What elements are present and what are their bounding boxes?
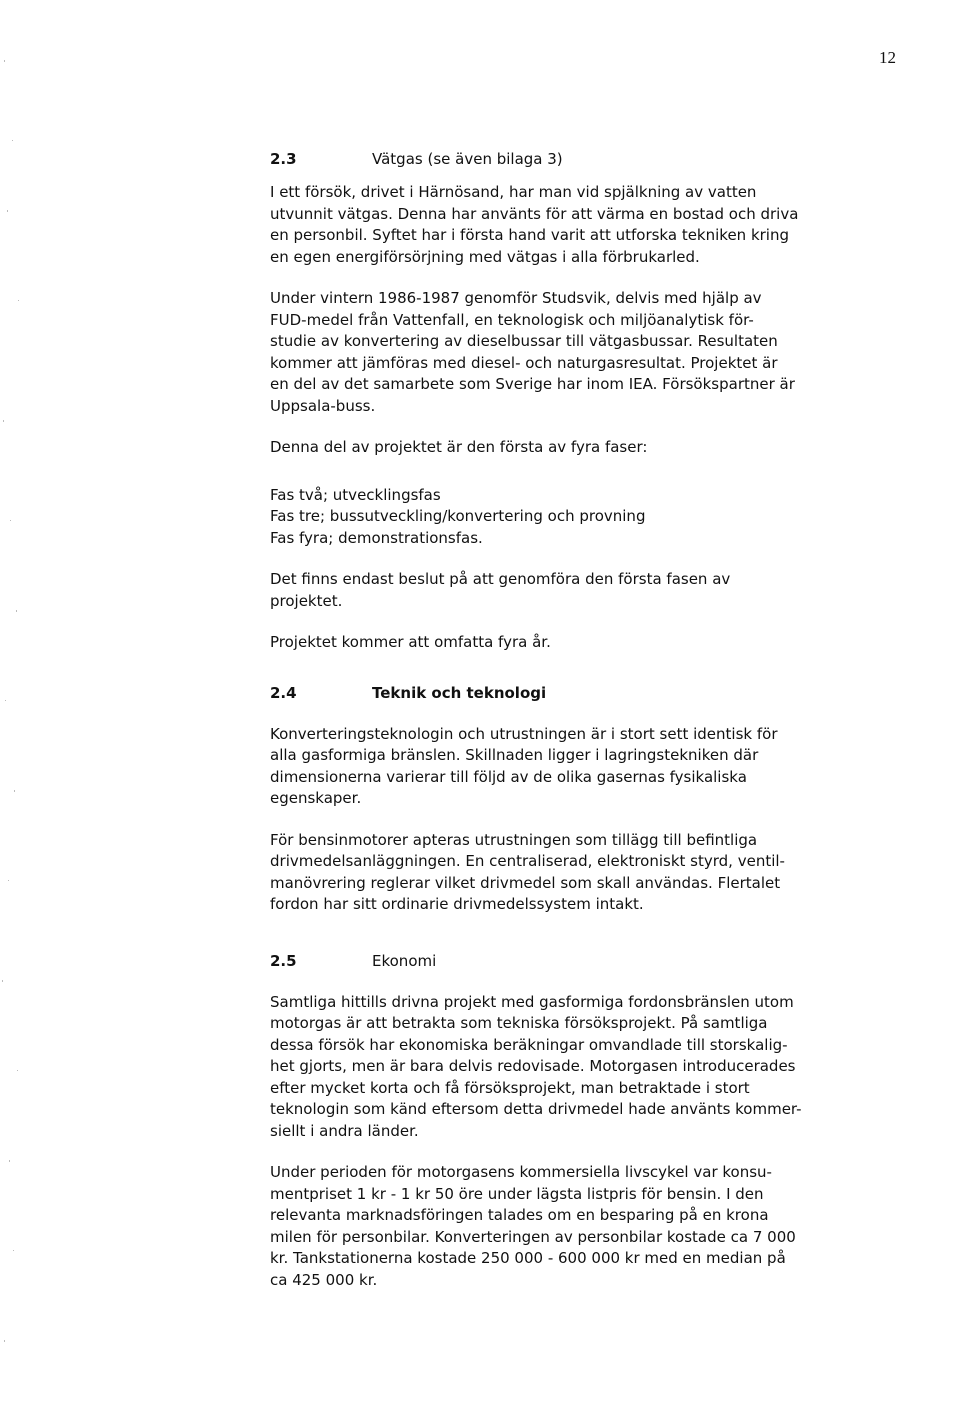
section-number: 2.4 — [270, 683, 297, 702]
section-number: 2.5 — [270, 951, 297, 970]
document-body — [270, 148, 902, 1291]
section-title-note: (se även bilaga 3) — [427, 150, 563, 168]
section-title-text: Vätgas — [372, 150, 423, 168]
section-heading-2-5 — [270, 950, 902, 972]
scan-edge-noise — [0, 0, 30, 1413]
section-heading-2-4 — [270, 682, 902, 704]
paragraph: Denna del av projektet är den första av fyra faser: — [270, 438, 648, 456]
page-number: 12 — [879, 48, 896, 67]
section-title: Teknik och teknologi — [372, 683, 547, 702]
list-item: Fas fyra; demonstrationsfas. — [270, 528, 483, 547]
phase-list — [270, 485, 902, 550]
paragraph: Under vintern 1986-1987 genomför Studsvik, delvis med hjälp av FUD-medel från Vattenfall, en teknologisk och miljöanalytisk för- studie av konvertering av dieselbussar till vätgasbussar. Resultaten kommer att jämföras med diesel- och naturgasresultat. Projektet är en del av det samarbete som Sverige har inom IEA. Försökspartner är Uppsala-buss. — [270, 289, 795, 415]
section-title: Ekonomi — [372, 951, 437, 970]
section-title — [372, 148, 563, 170]
list-item: Fas tre; bussutveckling/konvertering och provning — [270, 507, 646, 525]
paragraph: Samtliga hittills drivna projekt med gasformiga fordonsbränslen utom motorgas är att betrakta som tekniska försöksprojekt. På samtliga dessa försök har ekonomiska beräkningar omvandlade till storskalig- het gjorts, men är bara delvis redovisade. Motorgasen introducerades efter mycket korta och få försöksprojekt, man betraktade i stort teknologin som känd eftersom detta drivmedel hade använts kommer- siellt i andra länder. — [270, 992, 802, 1140]
paragraph: I ett försök, drivet i Härnösand, har man vid spjälkning av vatten utvunnit vätgas. Denna har använts för att värma en bostad och driva en personbil. Syftet har i första hand varit att utforska tekniken kring en egen energiförsörjning med vätgas i alla förbrukarled. — [270, 183, 799, 266]
paragraph: Projektet kommer att omfatta fyra år. — [270, 633, 551, 651]
section-number: 2.3 — [270, 150, 297, 168]
paragraph: Konverteringsteknologin och utrustningen är i stort sett identisk för alla gasformiga bränslen. Skillnaden ligger i lagringstekniken där dimensionerna varierar till följd av de olika gasernas fysikaliska egenskaper. — [270, 724, 778, 807]
paragraph: Under perioden för motorgasens kommersiella livscykel var konsu- mentpriset 1 kr - 1 kr 50 öre under lägsta listpris för bensin. I den relevanta marknadsföringen talades om en besparing på en krona milen för personbilar. Konverteringen av personbilar kostade ca 7 000 kr. Tankstationerna kostade 250 000 - 600 000 kr med en median på ca 425 000 kr. — [270, 1163, 796, 1289]
section-heading-2-3 — [270, 148, 902, 170]
paragraph: Det finns endast beslut på att genomföra den första fasen av projektet. — [270, 570, 731, 610]
paragraph: För bensinmotorer apteras utrustningen som tillägg till befintliga drivmedelsanläggningen. En centraliserad, elektroniskt styrd, ventil- manövrering reglerar vilket drivmedel som skall användas. Flertalet fordon har sitt ordinarie drivmedelssystem intakt. — [270, 830, 785, 913]
list-item: Fas två; utvecklingsfas — [270, 485, 441, 504]
